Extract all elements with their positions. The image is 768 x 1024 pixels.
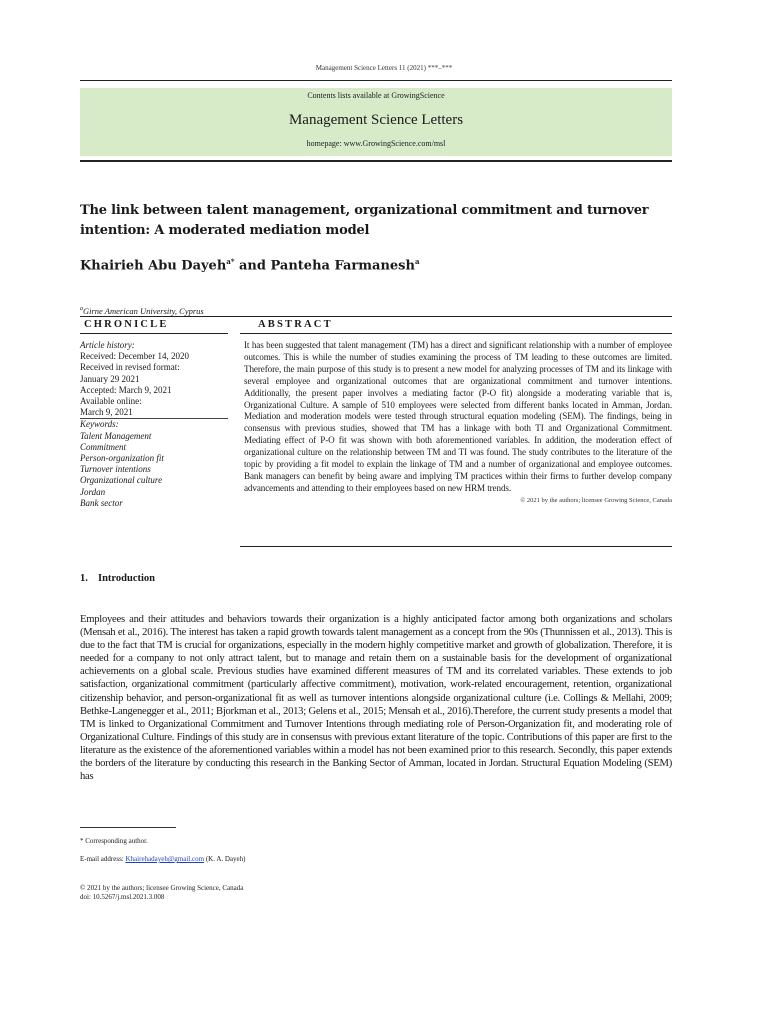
introduction-paragraph: Employees and their attitudes and behaviors towards their organization is a highly anticipated factor among both organizations and scholars (Mensah et al., 2016). The interest has taken a rapid growth towards talent management as a concept from the 90s (Thunnissen et al., 2013). This is due to the fact that TM is crucial for organizations, especially in the modern highly competitive market and growth of globalization. Therefore, it is needed for a company to not only attract talent, but to manage and retain them on a sustainable basis for the development of organizational achievements on a global scale. Previous studies have examined different measures of TM and its correlated variables. These extends to job satisfaction, organizational commitment (particularly affective commitment), motivation, work-related encouragement, retention, organizational citizenship behavior, and person-organizational fit as well as turnover intentions alongside organizational culture (i.e. Collings & Mellahi, 2009; Bethke-Langenegger et al., 2011; Bjorkman et al., 2013; Gelens et al., 2015; Mensah et al., 2016).Therefore, the current study presents a model that TM is linked to Organizational Commitment and Turnover Intentions through mediating role of Person-Organization fit, and moderating role of Organizational Culture. Findings of this study are in consensus with previous extant literature of the topic. Contributions of this paper are first to the literature as the existence of the aforementioned variables within a model has not been examined prior to this research. Secondly, this paper extends the borders of the literature by conducting this research in the Banking Sector of Amman, located in Jordan. Structural Equation Modeling (SEM) has bbox=[80, 614, 672, 783]
received-date: Received: December 14, 2020 bbox=[80, 351, 189, 362]
article-info bbox=[80, 340, 228, 509]
email-note bbox=[80, 855, 245, 863]
keyword-item: Bank sector bbox=[80, 497, 123, 508]
keyword-item: Talent Management bbox=[80, 430, 152, 441]
running-head: Management Science Letters 11 (2021) ***–*** bbox=[315, 64, 453, 72]
abstract-copyright: © 2021 by the authors; licensee Growing Science, Canada bbox=[520, 496, 672, 504]
abstract-heading: ABSTRACT bbox=[258, 319, 333, 330]
email-label: E-mail address: bbox=[80, 855, 126, 863]
introduction-heading bbox=[80, 573, 155, 584]
section-title: Introduction bbox=[98, 573, 155, 584]
doi-line: doi: 10.5267/j.msl.2021.3.008 bbox=[80, 893, 165, 901]
keyword-item: Organizational culture bbox=[80, 475, 163, 486]
keyword-item: Person-organization fit bbox=[80, 453, 164, 464]
chronicle-rule bbox=[80, 333, 228, 334]
chronicle-heading: CHRONICLE bbox=[84, 319, 169, 330]
author-2: and Panteha Farmanesh bbox=[234, 258, 415, 274]
header-rule-bottom bbox=[80, 160, 672, 162]
contents-availability-line: Contents lists available at GrowingScience bbox=[307, 91, 445, 100]
author-2-marker: a bbox=[414, 257, 420, 266]
available-label: Available online: bbox=[80, 396, 142, 407]
keywords-label: Keywords: bbox=[80, 418, 228, 430]
revised-label: Received in revised format: bbox=[80, 362, 180, 373]
revised-date: January 29 2021 bbox=[80, 373, 140, 384]
keyword-item: Commitment bbox=[80, 441, 126, 452]
abstract-text: It has been suggested that talent management (TM) has a direct and significant relationship with a number of employee outcomes. This is while the number of studies examining the process of TM leading to these outcomes are limited. Therefore, the main purpose of this study is to present a new model for analyzing processes of TM and its linkage with several employee and organizational outcomes that are organizational commitment and turnover intentions. Additionally, the present paper involves a mediating factor (P-O fit) alongside a moderating variable that is, Organizational Culture. A sample of 510 employees were selected from different banks located in Amman, Jordan. Mediation and moderation models were tested through structural equation modeling (SEM). The findings, being in consensus with previous studies, showed that TM has a linkage with both TI and Organizational Commitment. Mediating effect of P-O fit was shown with both aforementioned variables. In addition, the moderation effect of organizational culture on the relationship between TM and TI was found. The study contributes to the literature of the topic by providing a fit model to explain the linkage of TM and a number of organizational and employee outcomes. Bank managers can benefit by being aware and implying TM practices within their firms to further develop company advancements and attending to their employees based on new HRM trends. bbox=[244, 340, 672, 493]
email-owner: (K. A. Dayeh) bbox=[204, 855, 246, 863]
affiliation-marker: a bbox=[80, 306, 83, 313]
abstract-bottom-rule bbox=[240, 546, 672, 547]
journal-name: Management Science Letters bbox=[288, 112, 464, 128]
copyright-line: © 2021 by the authors; licensee Growing Science, Canada bbox=[80, 884, 244, 892]
header-rule-top bbox=[80, 80, 672, 81]
section-rule-top bbox=[80, 316, 672, 317]
footer-copyright bbox=[80, 884, 243, 902]
corresponding-author-note: * Corresponding author. bbox=[80, 837, 148, 845]
paper-title: The link between talent management, organizational commitment and turnover intention: A moderated mediation model bbox=[80, 203, 649, 238]
journal-homepage: homepage: www.GrowingScience.com/msl bbox=[306, 139, 446, 148]
author-1: Khairieh Abu Dayeh bbox=[80, 258, 227, 274]
keyword-item: Jordan bbox=[80, 486, 106, 497]
abstract-rule bbox=[240, 333, 672, 334]
keyword-item: Turnover intentions bbox=[80, 464, 151, 475]
article-history-label: Article history: bbox=[80, 340, 135, 350]
author-line bbox=[80, 257, 420, 273]
accepted-date: Accepted: March 9, 2021 bbox=[80, 384, 172, 395]
email-link[interactable]: Khairehadayeh@gmail.com bbox=[125, 855, 205, 863]
section-number: 1. bbox=[80, 573, 88, 584]
abstract-box bbox=[240, 340, 672, 504]
available-date: March 9, 2021 bbox=[80, 407, 133, 418]
journal-banner bbox=[80, 88, 672, 156]
affiliation-text: Girne American University, Cyprus bbox=[83, 306, 204, 316]
footnote-rule bbox=[80, 827, 176, 828]
affiliation bbox=[80, 306, 204, 316]
author-1-marker: a* bbox=[226, 257, 235, 266]
